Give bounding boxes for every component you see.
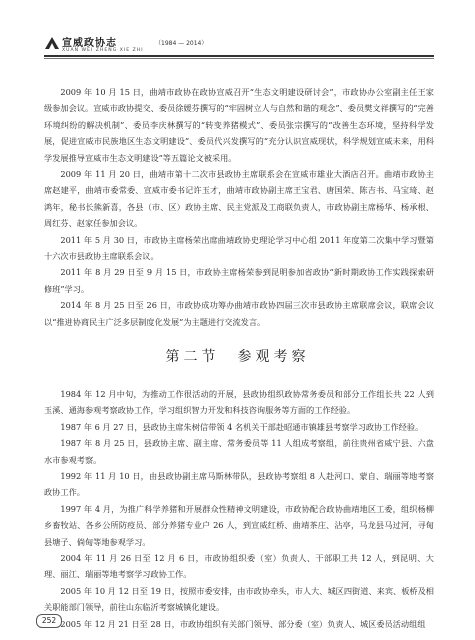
header-rule-thin [44,58,434,59]
header-rule [44,55,434,57]
paragraph: 2009 年 11 月 20 日，曲靖市第十二次市县政协主席联系会在宣威市雄业大酒店召开。曲靖市政协主席赵建平，曲靖市委常委、宣威市委书记许玉才，曲靖市政协副主席王宝君、唐国荣、陈吉书、马宝琦、赵鸿年，秘书长熊新喜，各县（市、区）政协主席、民主党派及工商联负责人，市政协副主席杨华、杨承根、周红芬、赵家任参加会议。 [44,169,434,229]
upper-text-block [44,84,434,330]
paragraph: 1987 年 8 月 25 日，县政协主席、副主席、常务委员等 11 人组成考察组，前往贵州省威宁县、六盘水市参观考察。 [44,438,434,465]
page-number: 252 [36,614,62,628]
emblem-icon [44,36,60,50]
paragraph: 1984 年 12 月中旬，为推动工作很活动的开展，县政协组织政协常务委员和部分工作组长共 22 人到玉溪、通海参观考察政协工作，学习组织智力开发和科技咨询服务等方面的工作经验。 [44,389,434,416]
paragraph: 1997 年 4 月，为推广科学养猪和开展群众性精神文明建设，市政协配合政协曲靖地区工委，组织杨柳乡畜牧站、各乡公所防疫员、部分养猪专业户 26 人，到宣威红桥、曲靖茶庄、沾亭，马龙县马过河，寻甸县塘子、倘甸等地参观学习。 [44,503,434,547]
header-title: 宣威政协志 [62,38,117,49]
paragraph: 1992 年 11 月 10 日，由县政协副主席马斯林带队，县政协考察组 8 人赴河口、蒙自、瑞丽等地考察政协工作。 [44,471,434,498]
paragraph: 2005 年 10 月 12 日至 19 日，按照市委安排，由市政协牵头，市人大、城区四街道、来宾、板桥及相关职能部门领导，前往山东临沂考察城镇化建设。 [44,585,434,613]
lower-text-block [44,386,434,632]
paragraph: 2014 年 8 月 25 日至 26 日，市政协成功筹办曲靖市政协四届三次市县政协主席联席会议，联席会议以“推进协商民主广泛多层制度化发展”为主题进行交流发言。 [44,300,434,327]
paragraph: 2005 年 12 月 21 日至 28 日，市政协组织有关部门领导、部分委（室）负责人、城区委员活动组组 [60,618,426,629]
paragraph: 2011 年 8 月 29 日至 9 月 15 日，市政协主席杨荣参到昆明参加省政协“新时期政协工作实践探索研修班”学习。 [44,267,434,294]
header-years: （1984 — 2014） [155,40,208,47]
section-title: 第二节 参观考察 [165,349,310,365]
paragraph: 2004 年 11 月 26 日至 12 月 6 日，市政协组织委（室）负责人、干部职工共 12 人，到昆明、大理、丽江、瑞丽等地考察学习政协工作。 [44,553,434,580]
paragraph: 2009 年 10 月 15 日，曲靖市政协在政协宣威召开“生态文明建设研讨会”，市政协办公室副主任王家级参加会议。宣威市政协提交、委员徐媛芬撰写的“牢固树立人与自然和谐的观念”、委员樊文祥撰写的“完善环境纠纷的解决机制”、委员李庆林撰写的“转变养猪模式”、委员张宗撰写的“改善生态环境，坚持科学发展，促进宣威市民族地区生态文明建设”、委员代兴发撰写的“充分认识宣威现状，科学规划宣威未来，用科学发展推导宣威市生态文明建设”等五篇论文被采用。 [44,87,434,163]
paragraph: 1987 年 6 月 27 日，县政协主席朱树信带领 4 名机关干部赴昭通市镇雄县考察学习政协工作经验。 [60,421,424,432]
paragraph: 2011 年 5 月 30 日，市政协主席杨荣出席曲靖政协史理论学习中心组 2011 年度第二次集中学习暨第十六次市县政协主席联系会议。 [44,234,434,262]
header-pinyin: XUAN WEI ZHENG XIE ZHI [62,48,144,53]
